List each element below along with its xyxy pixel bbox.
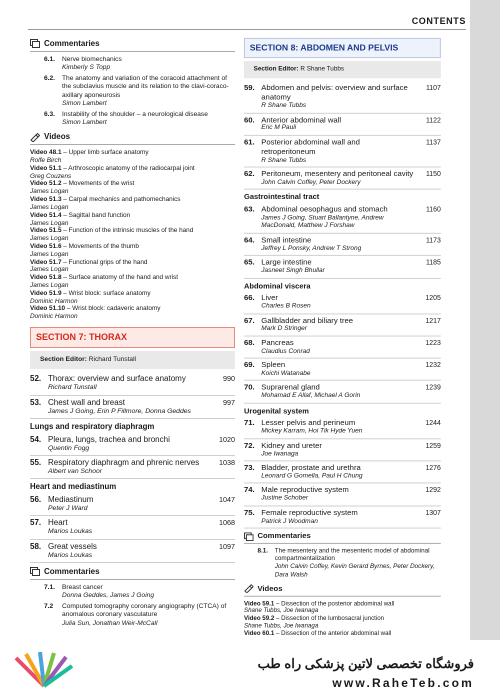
chapter-row[interactable] <box>244 234 441 256</box>
page-header <box>0 0 500 30</box>
section-7-title: SECTION 7: THORAX <box>30 327 235 348</box>
commentary-list <box>30 56 235 127</box>
video-id: Video 51.8 <box>30 274 62 282</box>
pencils-logo-icon <box>14 652 74 688</box>
chapter-row[interactable] <box>244 203 441 233</box>
video-title: – Arthroscopic anatomy of the radiocarpal joint <box>61 164 195 172</box>
chapter-title: Abdominal oesophagus and stomach <box>261 205 388 214</box>
chapter-body <box>261 115 416 133</box>
chapter-page: 1292 <box>425 485 441 495</box>
videos-heading: Videos <box>244 583 441 596</box>
chapter-number: 62. <box>244 169 255 179</box>
chapter-body <box>261 170 416 188</box>
commentary-number: 6.1. <box>44 55 55 63</box>
commentary-author: Simon Lambert <box>62 99 107 107</box>
commentary-title: Computed tomography coronary angiography (CTCA) of anomalous coronary vasculature <box>62 603 227 619</box>
video-author: Dominic Harmon <box>30 297 78 305</box>
chapter-title: Pancreas <box>261 338 294 347</box>
commentary-body <box>62 603 235 628</box>
chapter-row[interactable] <box>244 136 441 168</box>
chapter-number: 69. <box>244 360 255 370</box>
chapter-title: Gallbladder and biliary tree <box>261 315 354 325</box>
chapter-body <box>261 205 416 231</box>
chapter-body <box>261 316 416 334</box>
video-author: James Logan <box>30 266 69 274</box>
chapter-row[interactable] <box>244 484 441 506</box>
right-column <box>244 36 441 638</box>
commentaries-heading: Commentaries <box>30 38 235 52</box>
chapter-page: 1097 <box>219 541 235 551</box>
video-author: Shane Tubbs, Joe Iwanaga <box>244 622 319 630</box>
chapter-page: 1217 <box>425 315 441 325</box>
commentary-item[interactable] <box>30 111 235 127</box>
chapter-title: Anterior abdominal wall <box>261 115 342 124</box>
video-title: – Dissection of the lumbosacral junction <box>274 615 385 622</box>
chapter-row[interactable] <box>244 256 441 278</box>
chapter-page: 1137 <box>425 137 441 147</box>
chapter-number: 75. <box>244 508 255 517</box>
chapter-author: R Shane Tubbs <box>261 156 307 164</box>
video-item[interactable] <box>30 274 235 290</box>
chapter-number: 65. <box>244 257 255 267</box>
commentary-title: Breast cancer <box>62 583 103 591</box>
video-title: – Surface anatomy of the hand and wrist <box>61 274 179 282</box>
video-id: Video 51.10 <box>30 305 66 313</box>
chapter-author: Jeffrey L Ponsky, Andrew T Strong <box>261 245 362 252</box>
chapter-number: 55. <box>30 458 42 468</box>
chapter-page: 1107 <box>425 83 441 93</box>
chapter-body <box>261 463 416 481</box>
commentary-item[interactable] <box>30 56 235 72</box>
video-item[interactable] <box>30 305 235 321</box>
video-author: James Logan <box>30 188 69 196</box>
section-8-title: SECTION 8: ABDOMEN AND PELVIS <box>244 38 441 58</box>
chapter-page: 1038 <box>219 458 235 468</box>
left-column <box>30 36 235 631</box>
commentary-list <box>30 584 235 628</box>
commentary-item[interactable] <box>30 603 235 628</box>
video-item[interactable] <box>30 196 235 212</box>
chapter-title: Small intestine <box>261 235 312 245</box>
chapter-page: 1047 <box>219 495 235 505</box>
video-author: James Logan <box>30 203 69 211</box>
chapter-number: 60. <box>244 115 255 124</box>
page-title: CONTENTS <box>411 16 466 26</box>
commentaries-heading: Commentaries <box>30 566 235 580</box>
chapter-row[interactable] <box>244 439 441 461</box>
commentary-number: 8.1. <box>257 547 269 555</box>
chapter-page: 1239 <box>425 383 441 392</box>
chapter-title: Abdomen and pelvis: overview and surface anatomy <box>261 83 408 102</box>
video-title: – Functional grips of the hand <box>61 258 148 266</box>
video-author: James Logan <box>30 235 69 243</box>
chapter-row[interactable] <box>30 516 235 539</box>
video-author: Dominic Harmon <box>30 313 78 321</box>
video-id: Video 51.2 <box>30 180 62 188</box>
chapter-author: Claudius Conrad <box>261 347 310 355</box>
commentaries-heading: Commentaries <box>244 531 441 544</box>
video-item[interactable] <box>30 243 235 259</box>
commentary-number: 6.3. <box>44 110 55 118</box>
chapter-row[interactable] <box>244 506 441 528</box>
videos-heading: Videos <box>30 131 235 145</box>
chapter-body <box>261 258 416 276</box>
chapter-author: Leonard G Gomella, Paul H Chung <box>261 472 363 480</box>
chapter-body <box>261 83 416 110</box>
chapter-title: Spleen <box>261 360 286 370</box>
video-id: Video 51.7 <box>30 258 62 266</box>
chapter-page: 1205 <box>425 293 441 303</box>
video-author: Rolfe Birch <box>30 157 62 164</box>
chapter-row[interactable] <box>30 433 235 456</box>
video-id: Video 59.1 <box>244 600 275 607</box>
chapter-title: Heart <box>48 518 68 528</box>
chapter-number: 72. <box>244 440 255 450</box>
chapter-body <box>261 293 416 311</box>
commentary-author: Kimberly S Topp <box>62 64 111 72</box>
chapter-row[interactable] <box>244 461 441 483</box>
video-id: Video 51.5 <box>30 227 62 235</box>
chapter-number: 58. <box>30 541 42 551</box>
chapter-author: John Calvin Coffey, Peter Dockery <box>261 179 361 186</box>
chapter-number: 63. <box>244 205 255 214</box>
video-title: – Movements of the wrist <box>61 180 135 188</box>
chapter-number: 54. <box>30 434 42 444</box>
subhead-gi: Gastrointestinal tract <box>244 192 320 202</box>
chapter-author: Koichi Watanabe <box>261 370 311 377</box>
video-icon <box>244 584 254 593</box>
chapter-author: Jasneet Singh Bhullar <box>261 267 325 275</box>
chapter-row[interactable] <box>244 314 441 336</box>
chapter-row[interactable] <box>30 456 235 479</box>
chapter-author: Eric M Pauli <box>261 124 297 132</box>
video-title: – Dissection of the posterior abdominal wall <box>274 600 395 607</box>
chapter-page: 1122 <box>425 115 441 124</box>
commentaries-block-1 <box>30 38 235 127</box>
chapter-row[interactable] <box>244 81 441 113</box>
chapter-author: Quentin Fogg <box>48 444 90 452</box>
chapter-row[interactable] <box>244 417 441 439</box>
store-name: فروشگاه تخصصی لاتین پزشکی راه طب <box>257 656 474 671</box>
commentary-title: Nerve biomechanics <box>62 55 122 63</box>
video-item[interactable] <box>244 630 441 638</box>
chapter-row[interactable] <box>244 168 441 190</box>
chapter-number: 56. <box>30 495 42 505</box>
chapter-author: Joe Iwanaga <box>261 450 299 458</box>
chapter-number: 67. <box>244 315 255 325</box>
commentary-icon <box>30 567 40 576</box>
commentary-body <box>62 584 235 600</box>
chapter-body <box>48 374 209 392</box>
commentary-author: Julia Sun, Jonathan Weir-McCall <box>62 619 158 627</box>
chapter-number: 52. <box>30 374 42 384</box>
video-id: Video 48.1 <box>30 149 62 157</box>
commentary-title: Instability of the shoulder – a neurological disease <box>62 110 208 118</box>
chapter-author: Charles B Rosen <box>261 302 311 310</box>
video-title: – Function of the intrinsic muscles of the hand <box>61 227 194 235</box>
chapter-number: 70. <box>244 383 255 392</box>
chapter-title: Bladder, prostate and urethra <box>261 463 361 473</box>
chapter-row[interactable] <box>244 381 441 403</box>
chapter-author: Marios Loukas <box>48 551 93 559</box>
commentary-body <box>62 75 235 108</box>
video-id: Video 51.9 <box>30 289 62 297</box>
commentaries-block-3 <box>244 531 441 580</box>
chapter-number: 59. <box>244 83 255 93</box>
chapter-number: 66. <box>244 293 255 303</box>
chapter-author: Peter J Ward <box>48 504 88 512</box>
side-tab <box>470 0 500 640</box>
chapter-number: 74. <box>244 485 255 495</box>
chapter-title: Respiratory diaphragm and phrenic nerves <box>48 458 200 468</box>
chapter-title: Kidney and ureter <box>261 440 322 450</box>
chapter-author: James J Going, Stuart Ballantyne, Andrew MacDonald, Matthew J Forshaw <box>261 214 384 230</box>
commentary-author: John Calvin Coffey, Kevin Gerard Byrnes, Peter Dockery, Dara Walsh <box>274 563 435 579</box>
video-item[interactable] <box>244 615 441 630</box>
chapter-body <box>261 338 416 356</box>
chapter-title: Large intestine <box>261 257 312 267</box>
chapter-author: Albert van Schoor <box>48 467 103 475</box>
chapter-row[interactable] <box>30 396 235 419</box>
video-author: James Logan <box>30 219 69 227</box>
chapter-page: 1185 <box>425 257 441 267</box>
chapter-author: Patrick J Woodman <box>261 517 318 525</box>
chapter-page: 1068 <box>219 518 235 528</box>
commentary-number: 7.1. <box>44 583 55 591</box>
video-author: James Logan <box>30 282 69 289</box>
chapter-body <box>48 435 209 453</box>
video-item[interactable] <box>30 259 235 275</box>
commentary-item[interactable] <box>30 584 235 600</box>
video-title: – Upper limb surface anatomy <box>61 149 149 157</box>
video-id: Video 51.1 <box>30 164 62 172</box>
chapter-row[interactable] <box>30 372 235 395</box>
chapter-author: Mark D Stringer <box>261 325 307 333</box>
commentary-number: 6.2. <box>44 75 55 83</box>
commentary-body <box>62 56 235 72</box>
commentary-body <box>275 548 441 579</box>
commentary-author: Simon Lambert <box>62 119 107 127</box>
video-icon <box>30 133 40 142</box>
chapter-body <box>48 542 209 560</box>
commentary-title: The anatomy and variation of the coracoid attachment of the subclavius muscle and its relation to the clavi-coraco-axillary aponeurosis <box>62 75 229 99</box>
chapter-row[interactable] <box>30 540 235 563</box>
subhead-lungs: Lungs and respiratory diaphragm <box>30 422 155 432</box>
chapter-row[interactable] <box>244 359 441 381</box>
chapter-number: 61. <box>244 137 255 147</box>
chapter-author: R Shane Tubbs <box>261 102 307 110</box>
video-id: Video 51.3 <box>30 196 62 204</box>
videos-block <box>244 583 441 638</box>
chapter-title: Female reproductive system <box>261 508 358 517</box>
commentary-icon <box>244 532 254 541</box>
chapter-page: 990 <box>223 374 235 384</box>
chapter-number: 53. <box>30 397 42 407</box>
chapter-title: Peritoneum, mesentery and peritoneal cavity <box>261 169 414 179</box>
store-url[interactable]: www.RaheTeb.com <box>332 676 474 690</box>
video-author: Greg Couzens <box>30 172 72 180</box>
chapter-number: 57. <box>30 518 42 528</box>
chapter-page: 1160 <box>425 205 441 214</box>
chapter-row[interactable] <box>244 292 441 314</box>
chapter-page: 1223 <box>425 338 441 347</box>
commentary-item[interactable] <box>244 548 441 579</box>
subhead-urogenital: Urogenital system <box>244 406 309 416</box>
video-title: – Wrist block: cadaveric anatomy <box>65 305 161 313</box>
chapter-page: 1150 <box>425 169 441 179</box>
commentaries-block-2 <box>30 566 235 628</box>
chapter-page: 1173 <box>425 235 441 245</box>
chapter-body <box>261 361 416 379</box>
chapter-title: Liver <box>261 293 278 303</box>
video-item[interactable] <box>30 165 235 181</box>
commentary-item[interactable] <box>30 75 235 108</box>
chapter-author: Richard Tunstall <box>48 384 97 392</box>
header-rule <box>28 29 466 30</box>
chapter-body <box>48 458 209 476</box>
video-author: James Logan <box>30 250 69 258</box>
video-title: – Carpal mechanics and pathomechanics <box>61 196 181 204</box>
chapter-body <box>48 495 209 513</box>
chapter-author: Mohamad E Allaf, Michael A Gorin <box>261 392 361 400</box>
chapter-row[interactable] <box>244 336 441 358</box>
commentary-author: Donna Geddes, James J Going <box>62 592 154 600</box>
video-item[interactable] <box>30 149 235 165</box>
footer-banner <box>0 640 500 700</box>
chapter-row[interactable] <box>244 113 441 135</box>
video-item[interactable] <box>30 180 235 196</box>
subhead-viscera: Abdominal viscera <box>244 281 311 290</box>
chapter-author: James J Going, Erin P Fillmore, Donna Geddes <box>48 407 191 415</box>
chapter-body <box>261 383 416 401</box>
videos-block <box>30 131 235 321</box>
commentary-list <box>244 548 441 579</box>
chapter-body <box>261 419 416 437</box>
chapter-page: 1276 <box>425 463 441 473</box>
section-8-editor: Section Editor: R Shane Tubbs <box>244 61 441 78</box>
commentary-title: The mesentery and the mesenteric model of abdominal compartmentalization <box>274 547 430 563</box>
chapter-body <box>261 138 416 165</box>
chapter-title: Mediastinum <box>48 495 94 505</box>
video-item[interactable] <box>244 600 441 615</box>
chapter-title: Suprarenal gland <box>261 383 320 392</box>
subhead-heart: Heart and mediastinum <box>30 482 117 492</box>
chapter-page: 1244 <box>425 418 441 428</box>
video-author: Shane Tubbs, Joe Iwanaga <box>244 607 319 615</box>
commentary-number: 7.2 <box>44 603 54 611</box>
chapter-author: Marios Loukas <box>48 528 93 536</box>
chapter-page: 1259 <box>425 440 441 450</box>
chapter-page: 1307 <box>425 508 441 517</box>
video-title: – Movements of the thumb <box>61 242 139 250</box>
video-item[interactable] <box>30 212 235 228</box>
chapter-title: Pleura, lungs, trachea and bronchi <box>48 434 170 444</box>
chapter-body <box>261 236 416 254</box>
video-title: – Wrist block: surface anatomy <box>61 289 151 297</box>
chapter-page: 1232 <box>425 360 441 370</box>
chapter-title: Lesser pelvis and perineum <box>261 418 356 428</box>
chapter-title: Great vessels <box>48 541 97 551</box>
video-id: Video 59.2 <box>244 615 275 622</box>
chapter-title: Male reproductive system <box>261 485 349 495</box>
chapter-body <box>48 398 209 416</box>
chapter-body <box>261 486 416 504</box>
chapter-author: Mickey Karram, Hoi Tik Hyde Yuen <box>261 428 363 435</box>
chapter-page: 1020 <box>219 434 235 444</box>
commentary-icon <box>30 39 40 48</box>
video-id: Video 51.4 <box>30 211 62 219</box>
chapter-row[interactable] <box>30 493 235 516</box>
chapter-title: Posterior abdominal wall and retroperitoneum <box>261 137 360 156</box>
chapter-title: Thorax: overview and surface anatomy <box>48 374 186 384</box>
chapter-number: 73. <box>244 463 255 473</box>
chapter-title: Chest wall and breast <box>48 397 125 407</box>
chapter-page: 997 <box>223 397 235 407</box>
video-id: Video 51.6 <box>30 242 62 250</box>
chapter-body <box>48 518 209 536</box>
chapter-body <box>261 441 416 459</box>
video-id: Video 60.1 <box>244 630 275 637</box>
video-item[interactable] <box>30 290 235 306</box>
video-title: – Sagittal band function <box>61 211 131 219</box>
section-7-editor: Section Editor: Richard Tunstall <box>30 351 235 369</box>
chapter-number: 68. <box>244 338 255 347</box>
chapter-number: 64. <box>244 235 255 245</box>
video-item[interactable] <box>30 227 235 243</box>
chapter-number: 71. <box>244 418 255 428</box>
video-title: – Dissection of the anterior abdominal wall <box>274 630 392 637</box>
commentary-body <box>62 111 235 127</box>
chapter-author: Justine Schober <box>261 495 309 503</box>
chapter-body <box>261 508 416 526</box>
